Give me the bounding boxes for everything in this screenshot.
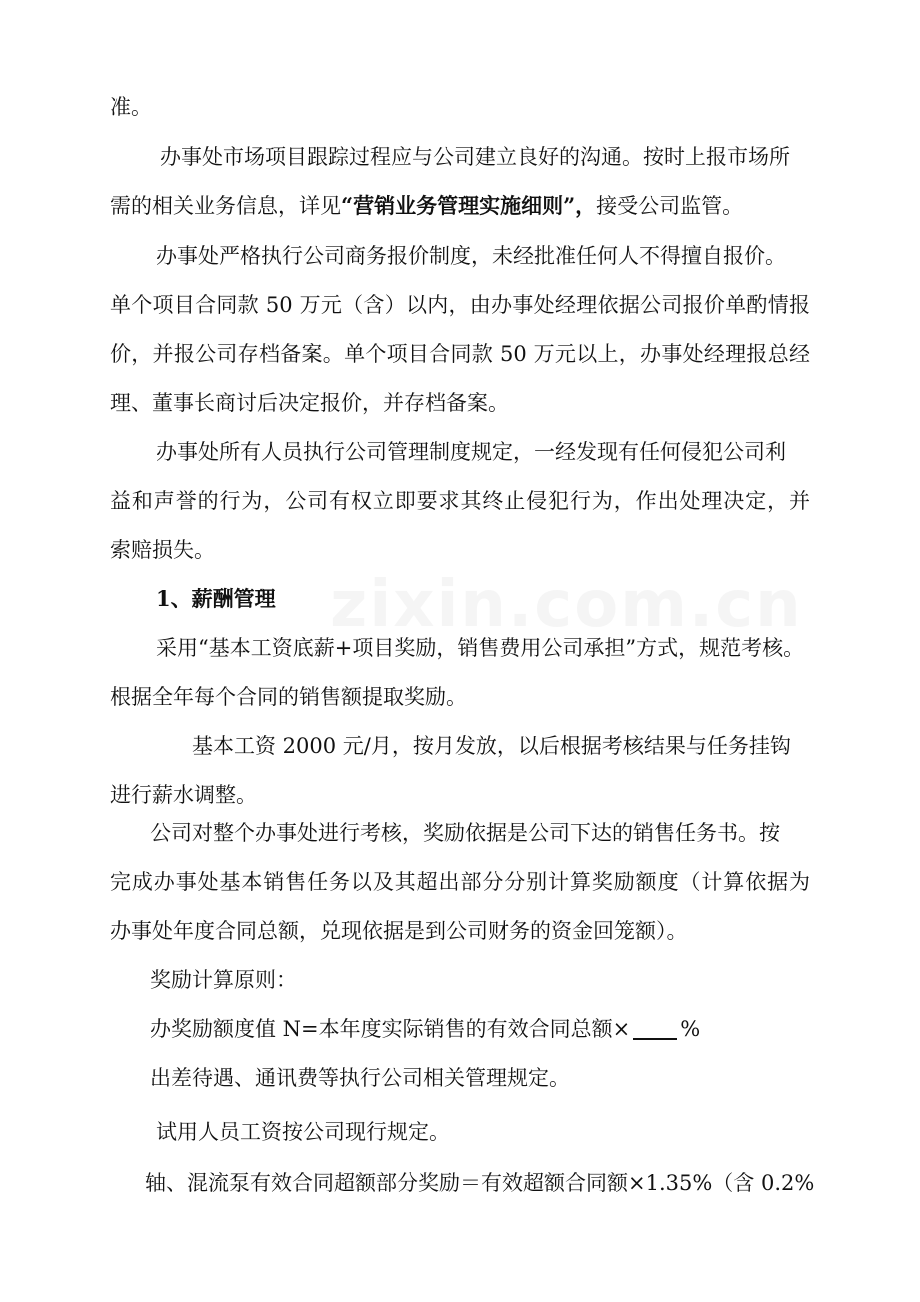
formula-line xyxy=(150,1014,700,1044)
text-line: 益和声誉的行为，公司有权立即要求其终止侵犯行为，作出处理决定，并 xyxy=(110,489,810,513)
text-line: 采用“基本工资底薪+项目奖励，销售费用公司承担”方式，规范考核。 xyxy=(156,636,805,660)
text-line: 奖励计算原则： xyxy=(150,968,297,992)
text-line: 根据全年每个合同的销售额提取奖励。 xyxy=(110,685,467,709)
section-heading: 1、薪酬管理 xyxy=(156,586,276,611)
blank-underline xyxy=(633,1018,677,1040)
text-line: 试用人员工资按公司现行规定。 xyxy=(156,1120,450,1144)
text-line: 办事处年度合同总额，兑现依据是到公司财务的资金回笼额）。 xyxy=(110,919,688,943)
text-line: 公司对整个办事处进行考核，奖励依据是公司下达的销售任务书。按 xyxy=(150,821,780,845)
text-line: 完成办事处基本销售任务以及其超出部分分别计算奖励额度（计算依据为 xyxy=(110,870,810,894)
text-line: 价，并报公司存档备案。单个项目合同款 50 万元以上，办事处经理报总经 xyxy=(110,342,810,366)
text-line: 办事处市场项目跟踪过程应与公司建立良好的沟通。按时上报市场所 xyxy=(160,145,790,169)
text-line: 索赔损失。 xyxy=(110,538,215,562)
text-span: 接受公司监管。 xyxy=(596,194,744,218)
text-line xyxy=(110,191,743,221)
text-line: 准。 xyxy=(110,95,152,119)
text-line: 办事处所有人员执行公司管理制度规定，一经发现有任何侵犯公司利 xyxy=(156,440,786,464)
text-line: 出差待遇、通讯费等执行公司相关管理规定。 xyxy=(150,1066,570,1090)
text-line: 基本工资 2000 元/月，按月发放，以后根据考核结果与任务挂钩 xyxy=(192,734,791,758)
percent-sign: % xyxy=(680,1017,701,1041)
text-line: 进行薪水调整。 xyxy=(110,783,257,807)
text-span: 需的相关业务信息，详见 xyxy=(110,194,341,218)
watermark: zixin.com.cn xyxy=(330,568,803,642)
text-line: 轴、混流泵有效合同超额部分奖励＝有效超额合同额×1.35%（含 0.2% xyxy=(145,1171,815,1195)
text-line: 办事处严格执行公司商务报价制度，未经批准任何人不得擅自报价。 xyxy=(156,244,786,268)
text-line: 理、董事长商讨后决定报价，并存档备案。 xyxy=(110,391,509,415)
text-line: 单个项目合同款 50 万元（含）以内，由办事处经理依据公司报价单酌情报 xyxy=(110,293,810,317)
bold-reference: “营销业务管理实施细则”， xyxy=(341,193,597,218)
text-span: 办奖励额度值 N=本年度实际销售的有效合同总额× xyxy=(150,1017,631,1041)
